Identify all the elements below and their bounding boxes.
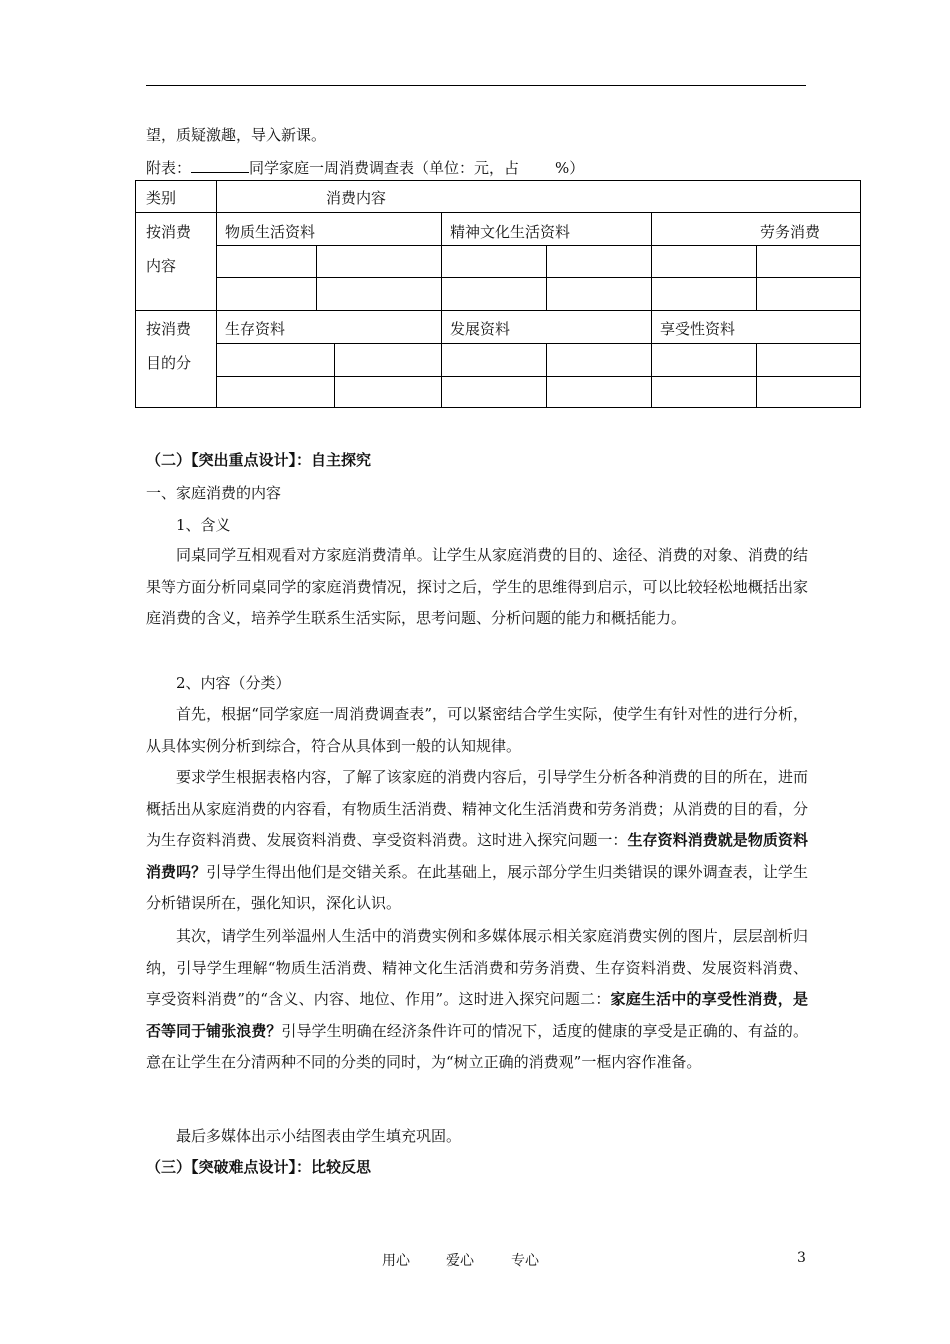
survey-table	[135, 180, 861, 408]
row2-col-2: 发展资料	[450, 320, 511, 338]
header-rule	[146, 85, 806, 86]
section3-heading: （三）【突破难点设计】：比较反思	[146, 1158, 372, 1176]
question-one: 生存资料消费就是物质资料消费吗？	[146, 831, 808, 881]
paragraph-5: 最后多媒体出示小结图表由学生填充巩固。	[176, 1127, 462, 1145]
subheading-1-2: 2、内容（分类）	[176, 674, 291, 692]
row1-col-1: 物质生活资料	[225, 223, 316, 241]
row1-col-3: 劳务消费	[760, 223, 821, 241]
footer-a: 用心	[382, 1253, 410, 1269]
paragraph-3: 要求学生根据表格内容，了解了该家庭的消费内容后，引导学生分析各种消费的目的所在，进而概括出从家庭消费的内容看，有物质生活消费、精神文化生活消费和劳务消费；从消费的目的看，分为生存资料消费、发展资料消费、享受资料消费。这时进入探究问题一：生存资料消费就是物质资料消费吗？引导学生得出他们是交错关系。在此基础上，展示部分学生归类错误的课外调查表，让学生分析错误所在，强化知识，深化认识。	[146, 768, 808, 913]
row1-col-2: 精神文化生活资料	[450, 223, 571, 241]
row2-label-b: 目的分	[146, 354, 192, 372]
paragraph-1: 同桌同学互相观看对方家庭消费清单。让学生从家庭消费的目的、途径、消费的对象、消费的结果等方面分析同桌同学的家庭消费情况，探讨之后，学生的思维得到启示，可以比较轻松地概括出家庭消费的含义，培养学生联系生活实际，思考问题、分析问题的能力和概括能力。	[146, 546, 808, 628]
footer-c: 专心	[511, 1253, 539, 1269]
row1-label-a: 按消费	[146, 223, 192, 241]
subheading-1: 一、家庭消费的内容	[146, 484, 282, 502]
subheading-1-1: 1、含义	[176, 516, 231, 534]
paragraph-2: 首先，根据“同学家庭一周消费调查表”，可以紧密结合学生实际，使学生有针对性的进行分析，从具体实例分析到综合，符合从具体到一般的认知规律。	[146, 705, 808, 755]
row2-label-a: 按消费	[146, 320, 192, 338]
intro-line: 望，质疑激趣，导入新课。	[146, 126, 327, 144]
table-caption	[146, 158, 584, 178]
question-two: 家庭生活中的享受性消费，是否等同于铺张浪费？	[146, 990, 808, 1040]
section2-heading: （二）【突出重点设计】：自主探究	[146, 451, 372, 469]
paragraph-4: 其次，请学生列举温州人生活中的消费实例和多媒体展示相关家庭消费实例的图片，层层剖析归纳，引导学生理解“物质生活消费、精神文化生活消费和劳务消费、生存资料消费、发展资料消费、享受资料消费”的“含义、内容、地位、作用”。这时进入探究问题二：家庭生活中的享受性消费，是否等同于铺张浪费？引导学生明确在经济条件许可的情况下，适度的健康的享受是正确的、有益的。意在让学生在分清两种不同的分类的同时，为“树立正确的消费观”一框内容作准备。	[146, 927, 808, 1072]
footer-b: 爱心	[446, 1253, 474, 1269]
caption-prefix: 附表：	[146, 159, 192, 177]
row1-label-b: 内容	[146, 257, 177, 275]
page-number: 3	[797, 1250, 806, 1266]
header-category: 类别	[146, 189, 177, 207]
row2-col-3: 享受性资料	[660, 320, 736, 338]
header-content: 消费内容	[326, 189, 387, 207]
caption-suffix: 同学家庭一周消费调查表（单位：元，占	[249, 159, 520, 177]
caption-blank	[191, 158, 249, 173]
caption-percent: %）	[555, 159, 585, 177]
row2-col-1: 生存资料	[225, 320, 286, 338]
